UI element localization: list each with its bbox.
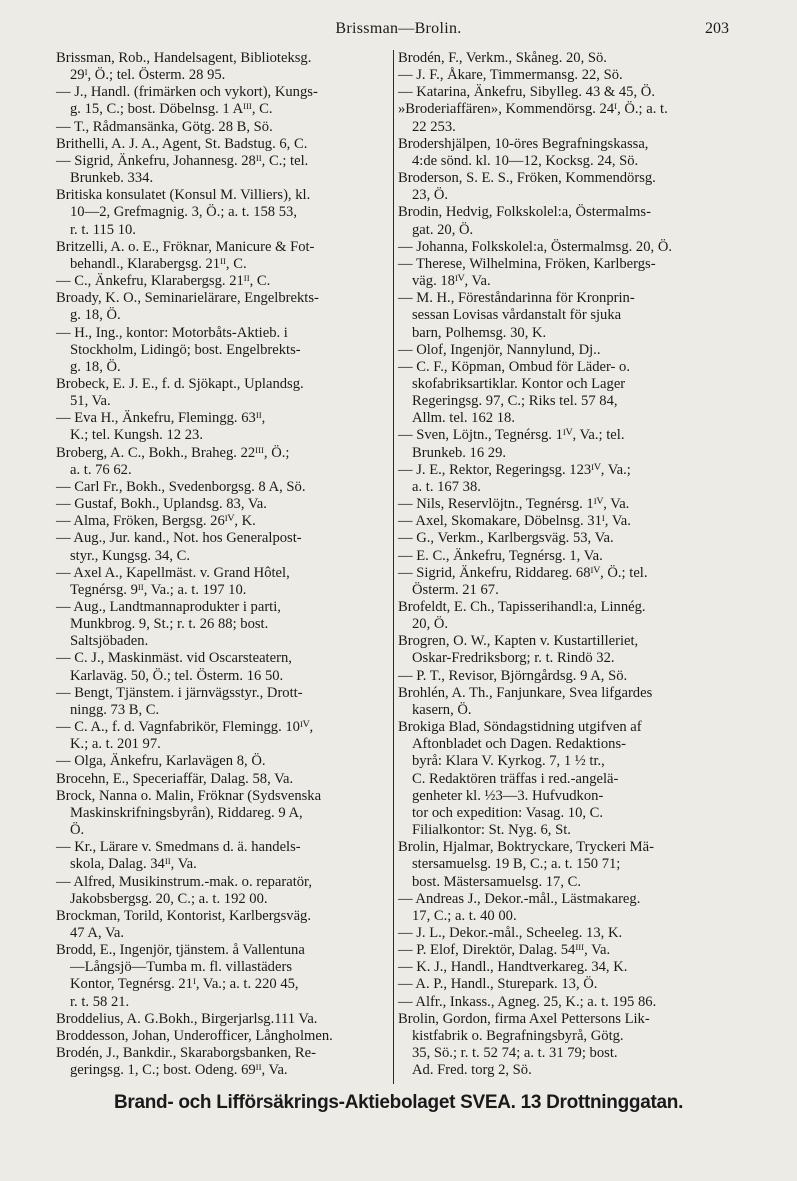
directory-entry-line: 4:de sönd. kl. 10—12, Kocksg. 24, Sö. bbox=[412, 152, 639, 169]
directory-entry-line: — Alfred, Musikinstrum.-mak. o. reparatör, bbox=[56, 873, 312, 890]
directory-entry-line: skofabriksartiklar. Kontor och Lager bbox=[412, 375, 626, 392]
directory-entry-line: Jakobsbergsg. 20, C.; a. t. 192 00. bbox=[70, 890, 268, 907]
directory-entry-line: — Axel, Skomakare, Döbelnsg. 31ᴵ, Va. bbox=[398, 513, 631, 530]
directory-entry-line: Saltsjöbaden. bbox=[70, 633, 149, 650]
directory-entry-line: Broady, K. O., Seminarielärare, Engelbrekts- bbox=[56, 290, 319, 307]
directory-entry-line: — J. E., Rektor, Regeringsg. 123ᴵⱽ, Va.; bbox=[398, 461, 631, 478]
directory-entry-line: Tegnérsg. 9ᴵᴵ, Va.; a. t. 197 10. bbox=[70, 581, 247, 598]
directory-entry-line: K.; a. t. 201 97. bbox=[70, 736, 161, 753]
directory-entry-line: Broderson, S. E. S., Fröken, Kommendörsg. bbox=[398, 170, 656, 187]
directory-entry-line: Oskar-Fredriksborg; r. t. Rindö 32. bbox=[412, 650, 615, 667]
directory-entry-line: — Sigrid, Änkefru, Johannesg. 28ᴵᴵ, C.; tel. bbox=[56, 152, 309, 169]
directory-entry-line: — E. C., Änkefru, Tegnérsg. 1, Va. bbox=[398, 547, 603, 564]
directory-entry-line: — P. T., Revisor, Björngårdsg. 9 A, Sö. bbox=[398, 667, 628, 684]
directory-entry-line: Britzelli, A. o. E., Fröknar, Manicure & Fot- bbox=[56, 238, 315, 255]
directory-entry-line: — Olga, Änkefru, Karlavägen 8, Ö. bbox=[56, 753, 266, 770]
directory-entry-line: väg. 18ᴵⱽ, Va. bbox=[412, 273, 491, 290]
directory-entry-line: — K. J., Handl., Handtverkareg. 34, K. bbox=[398, 959, 628, 976]
directory-entry-line: K.; tel. Kungsh. 12 23. bbox=[70, 427, 203, 444]
right-column bbox=[398, 50, 746, 1079]
directory-entry-line: Broddelius, A. G.Bokh., Birgerjarlsg.111 Va. bbox=[56, 1010, 318, 1027]
directory-entry-line: a. t. 167 38. bbox=[412, 478, 481, 495]
directory-entry-line: — Bengt, Tjänstem. i järnvägsstyr., Drott- bbox=[56, 684, 303, 701]
directory-entry-line: 29ᴵ, Ö.; tel. Österm. 28 95. bbox=[70, 67, 226, 84]
directory-entry-line: — C. J., Maskinmäst. vid Oscarsteatern, bbox=[56, 650, 292, 667]
directory-entry-line: Brithelli, A. J. A., Agent, St. Badstug. 6, C. bbox=[56, 135, 308, 152]
directory-entry-line: — Johanna, Folkskolel:a, Östermalmsg. 20, Ö. bbox=[398, 238, 673, 255]
directory-entry-line: Brunkeb. 16 29. bbox=[412, 444, 507, 461]
directory-entry-line: Ad. Fred. torg 2, Sö. bbox=[412, 1062, 532, 1079]
advertisement-banner: Brand- och Lifförsäkrings-Aktiebolaget SVEA. 13 Drottninggatan. bbox=[113, 1092, 684, 1113]
directory-entry-line: — Alma, Fröken, Bergsg. 26ᴵⱽ, K. bbox=[56, 513, 256, 530]
directory-entry-line: Regeringsg. 97, C.; Riks tel. 57 84, bbox=[412, 393, 618, 410]
directory-entry-line: Brissman, Rob., Handelsagent, Biblioteksg. bbox=[56, 50, 312, 66]
directory-entry-line: C. Redaktören träffas i red.-angelä- bbox=[412, 770, 619, 787]
directory-entry-line: genheter kl. ½3—3. Hufvudkon- bbox=[412, 787, 604, 804]
directory-entry-line: — Axel A., Kapellmäst. v. Grand Hôtel, bbox=[56, 564, 290, 581]
directory-entry-line: stersamuelsg. 19 B, C.; a. t. 150 71; bbox=[412, 856, 621, 873]
directory-entry-line: 51, Va. bbox=[70, 393, 111, 410]
directory-entry-line: r. t. 115 10. bbox=[70, 221, 136, 238]
directory-entry-line: byrå: Klara V. Kyrkog. 7, 1 ½ tr., bbox=[412, 753, 605, 770]
directory-entry-line: 35, Sö.; r. t. 52 74; a. t. 31 79; bost. bbox=[412, 1045, 618, 1062]
directory-entry-line: — Aug., Jur. kand., Not. hos Generalpost- bbox=[56, 530, 302, 547]
directory-entry-line: Broberg, A. C., Bokh., Braheg. 22ᴵᴵᴵ, Ö.; bbox=[56, 444, 290, 461]
running-title: Brissman—Brolin. bbox=[335, 20, 462, 37]
directory-entry-line: Aftonbladet och Dagen. Redaktions- bbox=[412, 736, 626, 753]
directory-entry-line: Karlaväg. 50, Ö.; tel. Österm. 16 50. bbox=[70, 667, 284, 684]
directory-entry-line: — Aug., Landtmannaprodukter i parti, bbox=[56, 599, 281, 615]
directory-entry-line: kistfabrik o. Begrafningsbyrå, Götg. bbox=[412, 1027, 624, 1044]
directory-entry-line: 20, Ö. bbox=[412, 616, 449, 633]
directory-entry-line: Brolin, Gordon, firma Axel Pettersons Lik- bbox=[398, 1010, 650, 1027]
directory-entry-line: Brogren, O. W., Kapten v. Kustartilleriet, bbox=[398, 633, 639, 650]
directory-entry-line: Brokiga Blad, Söndagstidning utgifven af bbox=[398, 719, 642, 736]
directory-entry-line: Brodd, E., Ingenjör, tjänstem. å Vallentuna bbox=[56, 942, 305, 959]
directory-entry-line: 47 A, Va. bbox=[70, 924, 125, 941]
directory-entry-line: — J. L., Dekor.-mål., Scheeleg. 13, K. bbox=[398, 924, 623, 941]
directory-entry-line: Stockholm, Lidingö; bost. Engelbrekts- bbox=[70, 341, 301, 358]
directory-entry-line: ningg. 73 B, C. bbox=[70, 701, 160, 718]
directory-entry-line: behandl., Klarabergsg. 21ᴵᴵ, C. bbox=[70, 255, 247, 272]
directory-entry-line: Kontor, Tegnérsg. 21ᴵ, Va.; a. t. 220 45, bbox=[70, 976, 299, 993]
directory-entry-line: Brolin, Hjalmar, Boktryckare, Tryckeri Mä- bbox=[398, 839, 654, 856]
directory-entry-line: — Katarina, Änkefru, Sibylleg. 43 & 45, Ö. bbox=[398, 84, 655, 101]
directory-entry-line: 22 253. bbox=[412, 118, 456, 135]
directory-entry-line: Britiska konsulatet (Konsul M. Villiers), kl. bbox=[56, 187, 311, 204]
directory-entry-line: geringsg. 1, C.; bost. Odeng. 69ᴵᴵ, Va. bbox=[70, 1062, 288, 1079]
directory-entry-line: Brocehn, E., Speceriaffär, Dalag. 58, Va. bbox=[56, 770, 294, 787]
directory-entry-line: 10—2, Grefmagnig. 3, Ö.; a. t. 158 53, bbox=[70, 204, 297, 221]
directory-entry-line: —Långsjö—Tumba m. fl. villastäders bbox=[70, 959, 292, 976]
directory-entry-line: — C. A., f. d. Vagnfabrikör, Flemingg. 10ᴵⱽ, bbox=[56, 719, 314, 736]
directory-entry-line: — Alfr., Inkass., Agneg. 25, K.; a. t. 195 86. bbox=[398, 993, 657, 1010]
page-header bbox=[0, 20, 797, 40]
directory-entry-line: Allm. tel. 162 18. bbox=[412, 410, 515, 427]
directory-entry-line: — Olof, Ingenjör, Nannylund, Dj.. bbox=[398, 341, 601, 358]
directory-entry-line: — M. H., Föreståndarinna för Kronprin- bbox=[398, 290, 635, 307]
directory-entry-line: Brock, Nanna o. Malin, Fröknar (Sydsvenska bbox=[56, 787, 322, 804]
directory-entry-line: g. 15, C.; bost. Döbelnsg. 1 Aᴵᴵᴵ, C. bbox=[70, 101, 273, 118]
directory-entry-line: 17, C.; a. t. 40 00. bbox=[412, 907, 517, 924]
directory-entry-line: barn, Polhemsg. 30, K. bbox=[412, 324, 547, 341]
directory-entry-line: Brunkeb. 334. bbox=[70, 170, 154, 187]
directory-entry-line: — J. F., Åkare, Timmermansg. 22, Sö. bbox=[398, 67, 623, 84]
directory-entry-line: — Gustaf, Bokh., Uplandsg. 83, Va. bbox=[56, 496, 267, 513]
column-divider bbox=[393, 50, 394, 1084]
directory-entry-line: Brodershjälpen, 10-öres Begrafningskassa, bbox=[398, 135, 649, 152]
directory-entry-line: — Carl Fr., Bokh., Svedenborgsg. 8 A, Sö. bbox=[56, 478, 306, 495]
directory-entry-line: »Broderiaffären», Kommendörsg. 24ᴵ, Ö.; a. t. bbox=[398, 101, 668, 118]
page-number: 203 bbox=[705, 20, 729, 37]
directory-entry-line: Brodén, F., Verkm., Skåneg. 20, Sö. bbox=[398, 50, 607, 66]
directory-entry-line: Brodén, J., Bankdir., Skaraborgsbanken, Re- bbox=[56, 1045, 316, 1062]
directory-entry-line: — A. P., Handl., Sturepark. 13, Ö. bbox=[398, 976, 598, 993]
directory-entry-line: kasern, Ö. bbox=[412, 701, 472, 718]
left-column bbox=[56, 50, 392, 1079]
directory-entry-line: Brohlén, A. Th., Fanjunkare, Svea lifgardes bbox=[398, 684, 653, 701]
directory-entry-line: g. 18, Ö. bbox=[70, 307, 121, 324]
directory-entry-line: — C. F., Köpman, Ombud för Läder- o. bbox=[398, 358, 631, 375]
directory-entry-line: sessan Lovisas vårdanstalt för sjuka bbox=[412, 307, 622, 324]
directory-entry-line: Broddesson, Johan, Underofficer, Långholmen. bbox=[56, 1027, 333, 1044]
directory-entry-line: — Sigrid, Änkefru, Riddareg. 68ᴵⱽ, Ö.; tel. bbox=[398, 564, 648, 581]
directory-entry-line: — Nils, Reservlöjtn., Tegnérsg. 1ᴵⱽ, Va. bbox=[398, 496, 630, 513]
directory-entry-line: — Andreas J., Dekor.-mål., Lästmakareg. bbox=[398, 890, 641, 907]
directory-entry-line: 23, Ö. bbox=[412, 187, 449, 204]
directory-entry-line: — Eva H., Änkefru, Flemingg. 63ᴵᴵ, bbox=[56, 410, 266, 427]
directory-entry-line: — C., Änkefru, Klarabergsg. 21ᴵᴵ, C. bbox=[56, 273, 271, 290]
directory-entry-line: styr., Kungsg. 34, C. bbox=[70, 547, 191, 564]
directory-entry-line: tor och expedition: Vasag. 10, C. bbox=[412, 804, 604, 821]
directory-entry-line: — J., Handl. (frimärken och vykort), Kungs- bbox=[56, 84, 318, 101]
directory-entry-line: — Sven, Löjtn., Tegnérsg. 1ᴵⱽ, Va.; tel. bbox=[398, 427, 625, 444]
directory-entry-line: bost. Mästersamuelsg. 17, C. bbox=[412, 873, 582, 890]
directory-entry-line: Brockman, Torild, Kontorist, Karlbergsväg. bbox=[56, 907, 312, 924]
directory-entry-line: Brobeck, E. J. E., f. d. Sjökapt., Uplandsg. bbox=[56, 375, 304, 392]
directory-entry-line: Munkbrog. 9, St.; r. t. 26 88; bost. bbox=[70, 616, 269, 633]
directory-entry-line: Maskinskrifningsbyrån), Riddareg. 9 A, bbox=[70, 804, 303, 821]
directory-entry-line: g. 18, Ö. bbox=[70, 358, 121, 375]
directory-entry-line: r. t. 58 21. bbox=[70, 993, 130, 1010]
directory-entry-line: gat. 20, Ö. bbox=[412, 221, 474, 238]
directory-entry-line: skola, Dalag. 34ᴵᴵ, Va. bbox=[70, 856, 197, 873]
directory-entry-line: — Kr., Lärare v. Smedmans d. ä. handels- bbox=[56, 839, 301, 856]
directory-entry-line: — H., Ing., kontor: Motorbåts-Aktieb. i bbox=[56, 324, 288, 341]
directory-entry-line: Österm. 21 67. bbox=[412, 581, 499, 598]
directory-entry-line: Ö. bbox=[70, 822, 85, 839]
directory-entry-line: a. t. 76 62. bbox=[70, 461, 132, 478]
directory-entry-line: — G., Verkm., Karlbergsväg. 53, Va. bbox=[398, 530, 614, 547]
directory-entry-line: — P. Elof, Direktör, Dalag. 54ᴵᴵᴵ, Va. bbox=[398, 942, 611, 959]
directory-entry-line: Brodin, Hedvig, Folkskolel:a, Östermalms- bbox=[398, 204, 651, 221]
directory-entry-line: Brofeldt, E. Ch., Tapisserihandl:a, Linnég. bbox=[398, 599, 646, 615]
directory-entry-line: Filialkontor: St. Nyg. 6, St. bbox=[412, 822, 571, 839]
directory-entry-line: — Therese, Wilhelmina, Fröken, Karlbergs- bbox=[398, 255, 656, 272]
directory-entry-line: — T., Rådmansänka, Götg. 28 B, Sö. bbox=[56, 118, 273, 135]
